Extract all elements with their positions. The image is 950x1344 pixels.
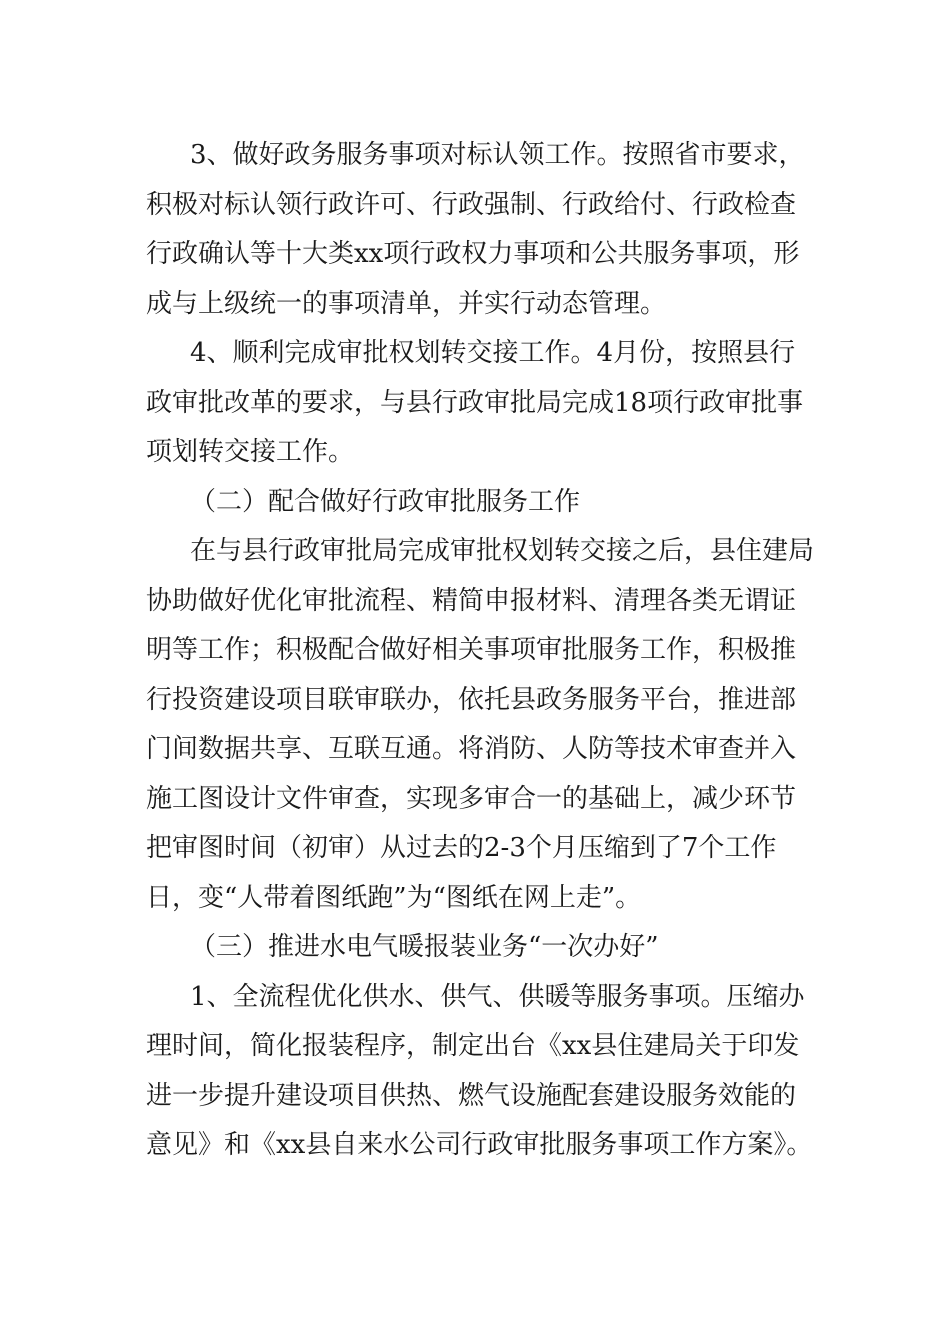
paragraph-3-line-1: 3、做好政务服务事项对标认领工作。按照省市要求，: [190, 140, 805, 170]
section-heading-2: （二）配合做好行政审批服务工作: [190, 486, 581, 517]
paragraph-4-line-3: 项划转交接工作。: [146, 437, 355, 467]
paragraph-approval-line-8: 日，变“人带着图纸跑”为“图纸在网上走”。: [146, 882, 642, 913]
paragraph-approval-line-3: 明等工作；积极配合做好相关事项审批服务工作，积极推: [146, 635, 797, 665]
paragraph-approval-line-2: 协助做好优化审批流程、精简申报材料、清理各类无谓证: [146, 585, 797, 616]
paragraph-utilities-line-3: 进一步提升建设项目供热、燃气设施配套建设服务效能的: [146, 1080, 797, 1111]
paragraph-4-line-2: 政审批改革的要求，与县行政审批局完成18项行政审批事: [146, 387, 804, 418]
paragraph-utilities-line-1: 1、全流程优化供水、供气、供暖等服务事项。压缩办: [190, 981, 805, 1012]
paragraph-utilities-line-2: 理时间，简化报装程序，制定出台《xx县住建局关于印发: [146, 1031, 800, 1061]
paragraph-utilities-line-4: 意见》和《xx县自来水公司行政审批服务事项工作方案》。: [146, 1130, 813, 1160]
paragraph-4-line-1: 4、顺利完成审批权划转交接工作。4月份，按照县行: [190, 338, 796, 368]
document-body: [146, 131, 826, 1171]
paragraph-approval-line-4: 行投资建设项目联审联办，依托县政务服务平台，推进部: [146, 684, 797, 715]
paragraph-approval-line-1: 在与县行政审批局完成审批权划转交接之后，县住建局: [190, 536, 815, 566]
paragraph-3-line-2: 积极对标认领行政许可、行政强制、行政给付、行政检查: [146, 189, 797, 220]
section-heading-3: （三）推进水电气暖报装业务“一次办好”: [190, 932, 659, 962]
paragraph-approval-line-6: 施工图设计文件审查，实现多审合一的基础上，减少环节: [146, 783, 797, 814]
paragraph-3-line-4: 成与上级统一的事项清单，并实行动态管理。: [146, 288, 667, 319]
paragraph-approval-line-7: 把审图时间（初审）从过去的2-3个月压缩到了7个工作: [146, 833, 777, 863]
paragraph-3-line-3: 行政确认等十大类xx项行政权力事项和公共服务事项，形: [146, 239, 800, 269]
paragraph-approval-line-5: 门间数据共享、互联互通。将消防、人防等技术审查并入: [146, 734, 797, 764]
